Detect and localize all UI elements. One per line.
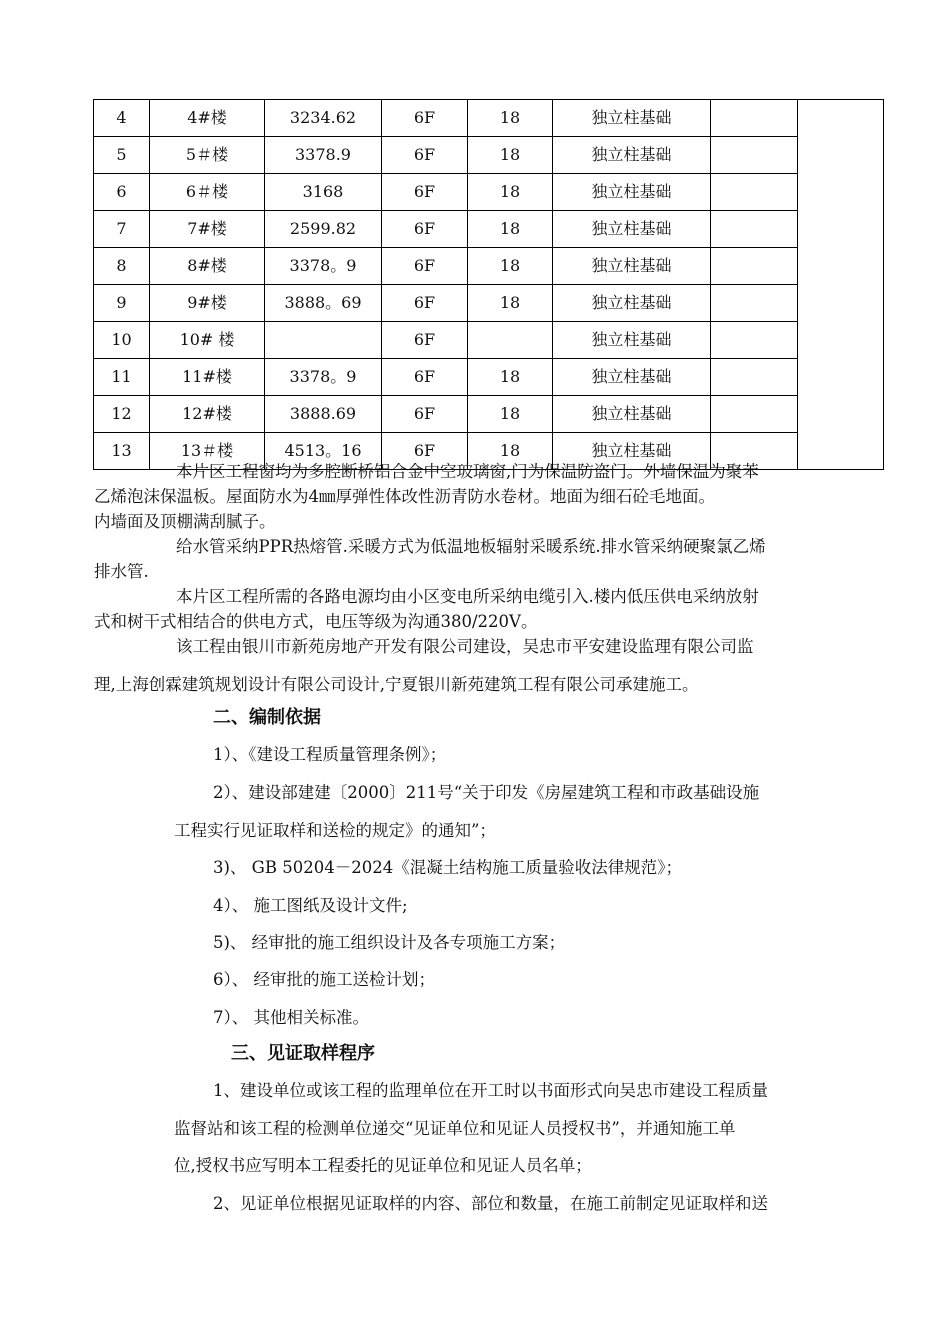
basis-item-4: 4）、 施工图纸及设计文件; <box>213 896 408 915</box>
procedure-1-line-1: 1、建设单位或该工程的监理单位在开工时以书面形式向吴忠市建设工程质量 <box>213 1081 768 1100</box>
overview-paragraph-3-line-1: 本片区工程所需的各路电源均由小区变电所采纳电缆引入.楼内低压供电采纳放射 <box>176 587 759 606</box>
overview-paragraph-1-line-2: 乙烯泡沫保温板。屋面防水为4㎜厚弹性体改性沥青防水卷材。地面为细石砼毛地面。 <box>94 487 715 506</box>
table-cell: 10 <box>94 322 150 359</box>
table-row <box>94 137 884 174</box>
table-cell: 6F <box>382 211 468 248</box>
table-cell: 18 <box>468 137 553 174</box>
table-cell: 13＃楼 <box>150 433 265 470</box>
overview-paragraph-3-line-2: 式和树干式相结合的供电方式，电压等级为沟通380/220V。 <box>94 612 538 631</box>
table-cell: 独立柱基础 <box>553 248 711 285</box>
table-cell: 8 <box>94 248 150 285</box>
table-cell <box>711 100 798 137</box>
table-cell: 独立柱基础 <box>553 396 711 433</box>
section-2-heading: 二、编制依据 <box>213 707 321 728</box>
overview-paragraph-2-line-1: 给水管采纳PPR热熔管.采暖方式为低温地板辐射采暖系统.排水管采纳硬聚氯乙烯 <box>176 537 766 556</box>
table-cell: 9#楼 <box>150 285 265 322</box>
procedure-1-line-2: 监督站和该工程的检测单位递交“见证单位和见证人员授权书”，并通知施工单 <box>174 1119 736 1138</box>
table-cell: 6F <box>382 174 468 211</box>
table-cell <box>711 396 798 433</box>
table-cell: 3378。9 <box>265 248 382 285</box>
overview-paragraph-1-line-3: 内墙面及顶棚满刮腻子。 <box>94 512 276 531</box>
table-body <box>94 100 884 470</box>
table-cell <box>711 359 798 396</box>
table-cell: 18 <box>468 433 553 470</box>
table-cell: 18 <box>468 211 553 248</box>
table-cell <box>265 322 382 359</box>
table-cell: 12 <box>94 396 150 433</box>
basis-item-6: 6）、 经审批的施工送检计划； <box>213 970 435 989</box>
table-cell: 3378.9 <box>265 137 382 174</box>
overview-paragraph-2-line-2: 排水管. <box>94 562 149 581</box>
table-cell: 6F <box>382 396 468 433</box>
table-cell <box>711 211 798 248</box>
table-row <box>94 285 884 322</box>
table-cell: 6F <box>382 433 468 470</box>
table-cell: 6F <box>382 248 468 285</box>
table-cell: 独立柱基础 <box>553 322 711 359</box>
table-cell: 2599.82 <box>265 211 382 248</box>
basis-item-5: 5)、 经审批的施工组织设计及各专项施工方案； <box>213 933 566 952</box>
table-cell: 独立柱基础 <box>553 137 711 174</box>
table-cell <box>711 285 798 322</box>
procedure-1-line-3: 位,授权书应写明本工程委托的见证单位和见证人员名单； <box>174 1156 592 1175</box>
table-cell: 5 <box>94 137 150 174</box>
table-cell: 3168 <box>265 174 382 211</box>
table-row <box>94 248 884 285</box>
section-3-heading: 三、见证取样程序 <box>231 1043 375 1064</box>
table-cell: 独立柱基础 <box>553 285 711 322</box>
table-cell: 7 <box>94 211 150 248</box>
building-table <box>93 99 884 470</box>
table-cell: 18 <box>468 285 553 322</box>
basis-item-7: 7）、 其他相关标准。 <box>213 1008 369 1027</box>
table-cell: 13 <box>94 433 150 470</box>
table-cell <box>468 322 553 359</box>
table-cell: 3888.69 <box>265 396 382 433</box>
table-cell: 18 <box>468 174 553 211</box>
table-cell: 4 <box>94 100 150 137</box>
table-cell: 独立柱基础 <box>553 100 711 137</box>
overview-paragraph-4-line-1: 该工程由银川市新苑房地产开发有限公司建设，吴忠市平安建设监理有限公司监 <box>176 637 754 656</box>
table-cell: 18 <box>468 396 553 433</box>
basis-item-3: 3)、 GB 50204－2024《混凝土结构施工质量验收法律规范》； <box>213 858 682 877</box>
basis-item-2-line-2: 工程实行见证取样和送检的规定》的通知”； <box>174 821 496 840</box>
table-row <box>94 100 884 137</box>
basis-item-1: 1）、《建设工程质量管理条例》； <box>213 745 447 764</box>
table-cell: 3234.62 <box>265 100 382 137</box>
table-cell: 6F <box>382 285 468 322</box>
table-cell: 独立柱基础 <box>553 174 711 211</box>
table-cell: 7#楼 <box>150 211 265 248</box>
table-cell: 18 <box>468 359 553 396</box>
basis-item-2-line-1: 2）、建设部建建〔2000〕211号“关于印发《房屋建筑工程和市政基础设施 <box>213 783 760 802</box>
table-cell <box>711 174 798 211</box>
table-cell: 4#楼 <box>150 100 265 137</box>
table-cell: 11 <box>94 359 150 396</box>
table-cell: 18 <box>468 248 553 285</box>
table-cell: 6F <box>382 137 468 174</box>
table-cell: 12#楼 <box>150 396 265 433</box>
table-cell: 11#楼 <box>150 359 265 396</box>
table-merged-cell <box>798 100 884 470</box>
table-cell: 3888。69 <box>265 285 382 322</box>
table-cell: 独立柱基础 <box>553 359 711 396</box>
table-row <box>94 322 884 359</box>
table-cell: 9 <box>94 285 150 322</box>
overview-paragraph-1-line-1: 本片区工程窗均为多腔断桥铝合金中空玻璃窗,门为保温防盗门。外墙保温为聚苯 <box>176 462 759 481</box>
overview-paragraph-4-line-2: 理,上海创霖建筑规划设计有限公司设计,宁夏银川新苑建筑工程有限公司承建施工。 <box>94 675 699 694</box>
table-cell: 独立柱基础 <box>553 433 711 470</box>
table-cell: 3378。9 <box>265 359 382 396</box>
table-cell <box>711 137 798 174</box>
table-cell: 18 <box>468 100 553 137</box>
procedure-2-line-1: 2、见证单位根据见证取样的内容、部位和数量，在施工前制定见证取样和送 <box>213 1194 768 1213</box>
table-row <box>94 174 884 211</box>
table-cell: 6F <box>382 359 468 396</box>
table-cell: 6＃楼 <box>150 174 265 211</box>
table-cell <box>711 248 798 285</box>
table-cell: 6F <box>382 100 468 137</box>
table-cell: 独立柱基础 <box>553 211 711 248</box>
table-cell: 5＃楼 <box>150 137 265 174</box>
table-cell: 10# 楼 <box>150 322 265 359</box>
table-row <box>94 396 884 433</box>
table-cell: 6F <box>382 322 468 359</box>
table-row <box>94 211 884 248</box>
table-cell: 6 <box>94 174 150 211</box>
table-cell: 8#楼 <box>150 248 265 285</box>
table-row <box>94 359 884 396</box>
table-cell: 4513。16 <box>265 433 382 470</box>
table-cell <box>711 322 798 359</box>
